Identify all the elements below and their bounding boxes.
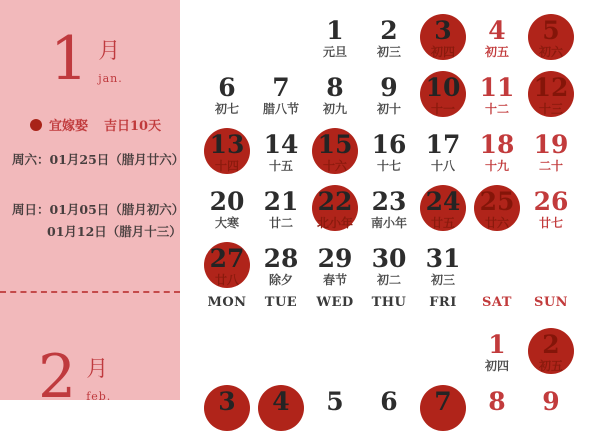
day-number: 16 (371, 130, 407, 159)
lunar-label: 初六 (538, 45, 563, 59)
day-cell (524, 185, 578, 242)
day-number: 1 (326, 16, 344, 45)
lunar-label: 十一 (430, 102, 455, 116)
day-cell (200, 71, 254, 128)
day-cell (416, 14, 470, 71)
lunar-label: 十五 (268, 159, 293, 173)
lunar-label: 廿二 (268, 216, 293, 230)
lunar-label: 十六 (322, 159, 347, 173)
weekday-header (200, 295, 578, 310)
lunar-label: 北小年 (316, 216, 353, 230)
lunar-label: 大寒 (214, 216, 239, 230)
auspicious-legend (30, 115, 161, 134)
lunar-label: 十八 (430, 159, 455, 173)
day-number: 17 (425, 130, 461, 159)
day-cell (200, 242, 254, 299)
day-number: 26 (533, 187, 569, 216)
day-number: 9 (542, 387, 560, 416)
day-number: 20 (209, 187, 245, 216)
day-cell (254, 385, 308, 442)
day-number: 5 (326, 387, 344, 416)
day-number: 3 (434, 16, 452, 45)
day-cell (416, 128, 470, 185)
day-number: 27 (209, 244, 245, 273)
day-number: 24 (425, 187, 461, 216)
day-number: 30 (371, 244, 407, 273)
month-abbreviation: feb. (86, 390, 112, 403)
day-number: 3 (218, 387, 236, 416)
day-cell (308, 14, 362, 71)
day-cell (254, 128, 308, 185)
lunar-label: 十七 (376, 159, 401, 173)
lunar-label: 初十 (376, 102, 401, 116)
day-number: 28 (263, 244, 299, 273)
day-cell (308, 185, 362, 242)
day-cell (308, 128, 362, 185)
lunar-label: 廿五 (430, 216, 455, 230)
sunday-date-2: 01月12日（腊月十三） (47, 224, 182, 239)
day-number: 19 (533, 130, 569, 159)
day-cell (416, 385, 470, 442)
january-title (50, 24, 123, 94)
day-number: 22 (317, 187, 353, 216)
lunar-label: 初五 (484, 45, 509, 59)
day-number: 4 (488, 16, 506, 45)
day-number: 2 (380, 16, 398, 45)
day-cell (362, 14, 416, 71)
lunar-label: 廿八 (214, 273, 239, 287)
day-cell (362, 185, 416, 242)
lunar-label: 南小年 (370, 216, 407, 230)
day-number: 18 (479, 130, 515, 159)
day-cell (470, 14, 524, 71)
lunar-label: 初二 (376, 273, 401, 287)
lunar-label: 初三 (376, 45, 401, 59)
day-number: 15 (317, 130, 353, 159)
weekday-label-mon: MON (207, 295, 247, 310)
lunar-label: 初五 (538, 359, 563, 373)
month-character: 月 (98, 39, 121, 64)
day-cell (254, 242, 308, 299)
lunar-label: 十三 (538, 102, 563, 116)
day-number: 10 (425, 73, 461, 102)
month-number: 1 (50, 24, 89, 94)
month-abbreviation: jan. (98, 72, 123, 85)
day-number: 2 (542, 330, 560, 359)
legend-count: 吉日10天 (104, 119, 162, 134)
lunar-label: 廿六 (484, 216, 509, 230)
day-number: 7 (434, 387, 452, 416)
day-cell (308, 385, 362, 442)
lunar-label: 春节 (322, 273, 347, 287)
legend-label: 宜嫁娶 (49, 119, 89, 134)
day-number: 1 (488, 330, 506, 359)
lunar-label: 十二 (484, 102, 509, 116)
day-number: 8 (326, 73, 344, 102)
sidebar (0, 0, 185, 412)
day-cell (362, 242, 416, 299)
day-cell (200, 185, 254, 242)
day-cell (200, 385, 254, 442)
day-number: 6 (380, 387, 398, 416)
sunday-date-1: 周日：01月05日（腊月初六） (12, 202, 185, 217)
day-cell (308, 71, 362, 128)
day-cell (524, 328, 578, 385)
weekday-label-sun: SUN (533, 295, 569, 310)
day-cell (362, 128, 416, 185)
lunar-label: 元旦 (322, 45, 347, 59)
day-cell (416, 71, 470, 128)
day-cell (254, 185, 308, 242)
day-cell (470, 71, 524, 128)
lunar-label: 十四 (214, 159, 239, 173)
saturday-dates-line: 周六：01月25日（腊月廿六） (12, 152, 185, 167)
day-cell (524, 385, 578, 442)
day-number: 5 (542, 16, 560, 45)
day-cell (416, 242, 470, 299)
lunar-label: 初九 (322, 102, 347, 116)
day-number: 29 (317, 244, 353, 273)
february-title (38, 342, 112, 412)
lunar-label: 初四 (484, 359, 509, 373)
january-grid (200, 14, 578, 299)
day-number: 14 (263, 130, 299, 159)
weekday-label-fri: FRI (429, 295, 457, 310)
day-number: 23 (371, 187, 407, 216)
weekday-label-sat: SAT (482, 295, 512, 310)
day-number: 31 (425, 244, 461, 273)
day-number: 21 (263, 187, 299, 216)
day-cell (524, 14, 578, 71)
day-cell (470, 185, 524, 242)
day-cell (308, 242, 362, 299)
lunar-label: 腊八节 (262, 102, 299, 116)
day-cell (416, 185, 470, 242)
day-cell (362, 385, 416, 442)
weekday-label-thu: THU (371, 295, 407, 310)
lunar-label: 除夕 (268, 273, 293, 287)
day-cell (254, 71, 308, 128)
weekday-label-wed: WED (316, 295, 354, 310)
day-cell (470, 385, 524, 442)
month-number: 2 (38, 342, 77, 412)
sunday-dates-lines (12, 199, 185, 243)
lunar-label: 二十 (538, 159, 563, 173)
lunar-label: 初四 (430, 45, 455, 59)
day-number: 13 (209, 130, 245, 159)
day-cell (470, 328, 524, 385)
day-number: 9 (380, 73, 398, 102)
february-grid (200, 328, 578, 442)
weekday-label-tue: TUE (264, 295, 298, 310)
day-cell (470, 128, 524, 185)
day-number: 11 (479, 73, 515, 102)
red-dot-icon (30, 119, 42, 131)
month-character: 月 (86, 357, 109, 382)
day-cell (362, 71, 416, 128)
day-cell (524, 71, 578, 128)
day-number: 4 (272, 387, 290, 416)
day-number: 12 (533, 73, 569, 102)
day-number: 7 (272, 73, 290, 102)
month-divider-dashed-line (0, 291, 180, 293)
lunar-label: 十九 (484, 159, 509, 173)
day-number: 6 (218, 73, 236, 102)
lunar-label: 初三 (430, 273, 455, 287)
day-cell (524, 128, 578, 185)
lunar-label: 廿七 (538, 216, 563, 230)
day-cell (200, 128, 254, 185)
day-number: 8 (488, 387, 506, 416)
day-number: 25 (479, 187, 515, 216)
lunar-label: 初七 (214, 102, 239, 116)
